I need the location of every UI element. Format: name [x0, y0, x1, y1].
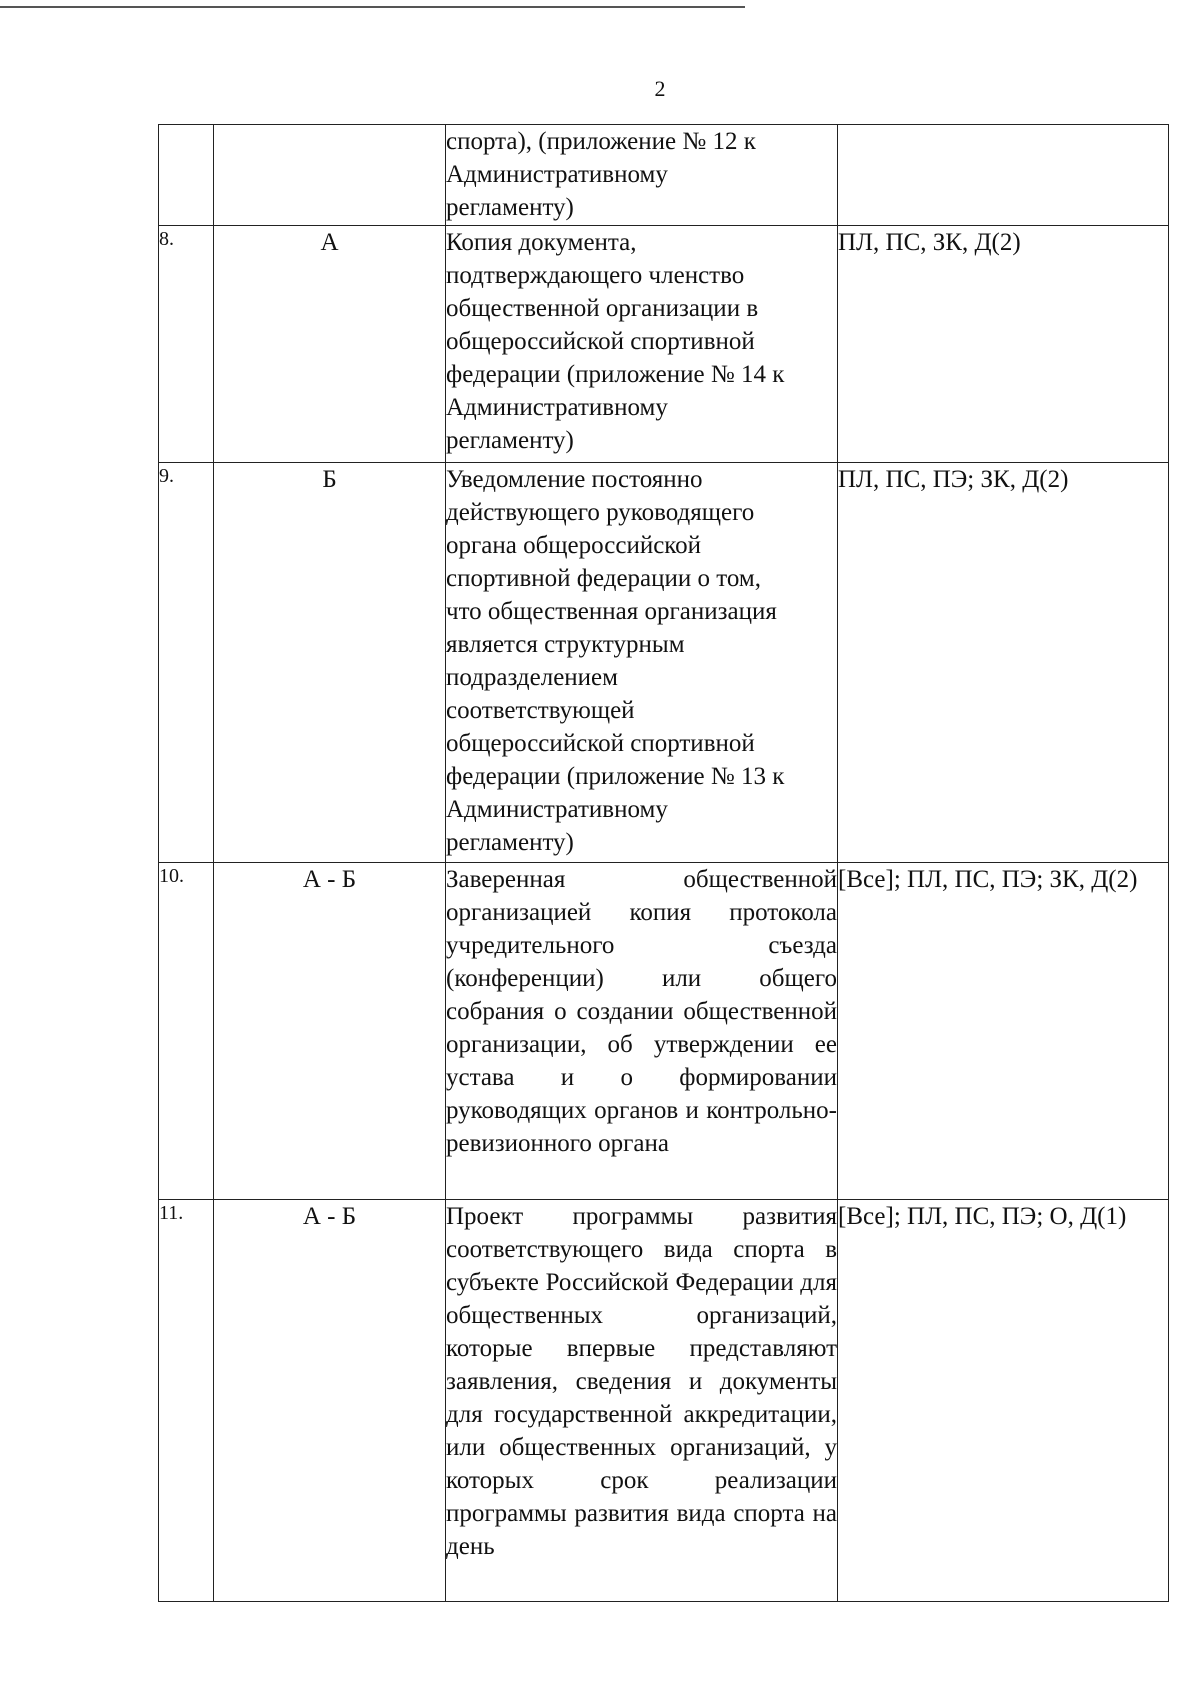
desc-text: Заверенная общественной организацией копия протокола учредительного съезда (конференции) или общего собрания о создании общественной организации, об утверждении ее устава и о формировании руководящих органов и контрольно-ревизионного органа	[446, 866, 837, 1157]
row-type	[214, 125, 446, 226]
desc-line: федерации (приложение № 13 к	[446, 763, 785, 790]
top-rule	[0, 6, 745, 8]
row-number	[159, 125, 214, 226]
desc-line: действующего руководящего	[446, 499, 755, 526]
row-description	[446, 863, 838, 1200]
row-description	[446, 463, 838, 863]
table-row	[159, 463, 1169, 863]
desc-line: регламенту)	[446, 829, 574, 856]
desc-line: регламенту)	[446, 427, 574, 454]
row-number: 11.	[159, 1200, 214, 1602]
desc-line: Копия документа,	[446, 229, 637, 256]
row-codes: [Все]; ПЛ, ПС, ПЭ; О, Д(1)	[838, 1200, 1169, 1602]
desc-line: Административному	[446, 161, 668, 188]
desc-text: Проект программы развития соответствующего вида спорта в субъекте Российской Федерации для общественных организаций, которые впервые представляют заявления, сведения и документы для государственной аккредитации, или общественных организаций, у которых срок реализации программы развития вида спорта на день	[446, 1203, 837, 1560]
desc-line: Административному	[446, 394, 668, 421]
row-description	[446, 226, 838, 463]
table-row	[159, 226, 1169, 463]
row-number: 8.	[159, 226, 214, 463]
row-codes: ПЛ, ПС, ПЭ; ЗК, Д(2)	[838, 463, 1169, 863]
desc-line: подтверждающего членство	[446, 262, 745, 289]
desc-line: является структурным	[446, 631, 685, 658]
row-codes: ПЛ, ПС, ЗК, Д(2)	[838, 226, 1169, 463]
row-number: 10.	[159, 863, 214, 1200]
row-type: А	[214, 226, 446, 463]
desc-line: органа общероссийской	[446, 532, 702, 559]
row-codes: [Все]; ПЛ, ПС, ПЭ; ЗК, Д(2)	[838, 863, 1169, 1200]
row-description	[446, 125, 838, 226]
desc-line: спорта), (приложение № 12 к	[446, 128, 756, 155]
desc-line: регламенту)	[446, 194, 574, 221]
desc-line: общероссийской спортивной	[446, 328, 755, 355]
desc-line: спортивной федерации о том,	[446, 565, 761, 592]
desc-line: общероссийской спортивной	[446, 730, 755, 757]
document-table	[158, 124, 1169, 1602]
row-codes	[838, 125, 1169, 226]
desc-line: Уведомление постоянно	[446, 466, 703, 493]
table-row	[159, 125, 1169, 226]
page-number: 2	[654, 76, 666, 101]
row-type: А - Б	[214, 1200, 446, 1602]
row-description	[446, 1200, 838, 1602]
row-type: А - Б	[214, 863, 446, 1200]
row-number: 9.	[159, 463, 214, 863]
desc-line: Административному	[446, 796, 668, 823]
desc-line: что общественная организация	[446, 598, 777, 625]
row-type: Б	[214, 463, 446, 863]
desc-line: федерации (приложение № 14 к	[446, 361, 785, 388]
table-row	[159, 863, 1169, 1200]
desc-line: подразделением	[446, 664, 618, 691]
desc-line: соответствующей	[446, 697, 635, 724]
table-row	[159, 1200, 1169, 1602]
desc-line: общественной организации в	[446, 295, 759, 322]
